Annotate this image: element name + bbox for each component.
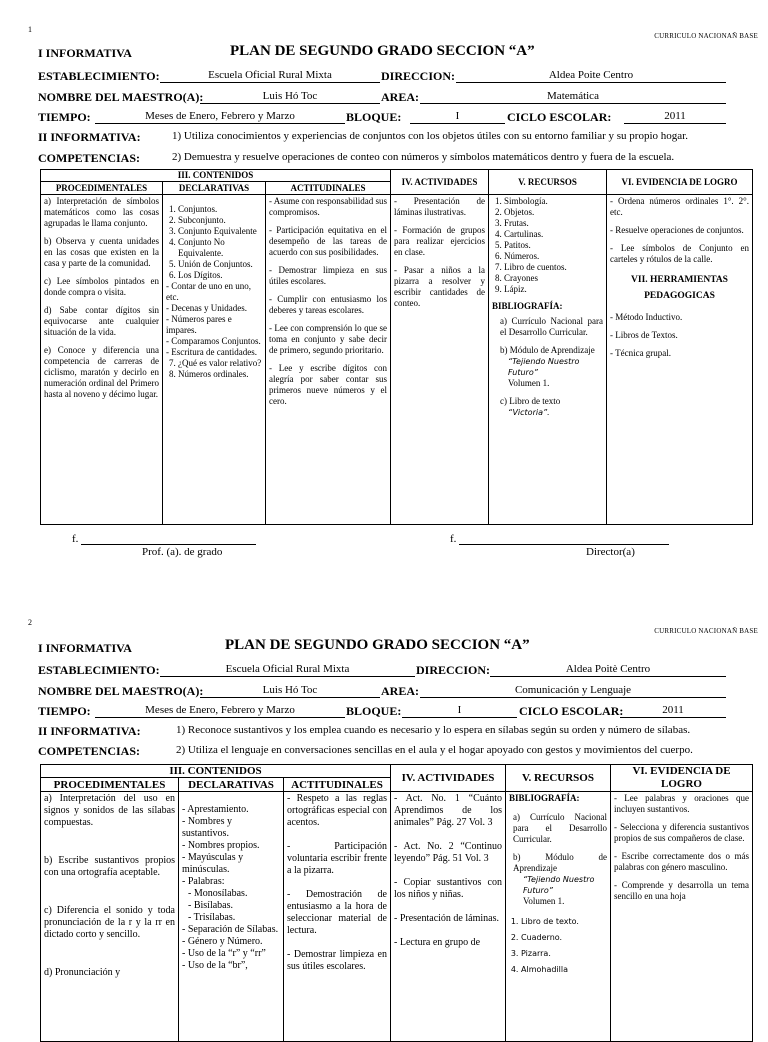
list-item: - Decenas y Unidades. xyxy=(166,303,247,313)
list-item: 2. Cuaderno. xyxy=(521,930,607,946)
evidencia-header: VI. EVIDENCIA DE LOGRO xyxy=(611,765,753,792)
tiempo-value: Meses de Enero, Febrero y Marzo xyxy=(95,704,345,718)
list-item: b) Módulo de Aprendizaje xyxy=(500,345,595,355)
list-item: Volumen 1. xyxy=(523,896,565,906)
ciclo-value: 2011 xyxy=(624,110,726,124)
list-item: - Números pares e impares. xyxy=(166,314,232,335)
list-item: - Uso de la “br”, xyxy=(182,960,248,971)
maestro-label: NOMBRE DEL MAESTRO(A): xyxy=(38,90,204,104)
list-item: - Formación de grupos para realizar ejercicios en clase. xyxy=(394,225,485,257)
list-item: c) Lee símbolos pintados en donde compra o visita. xyxy=(44,276,159,297)
list-item: - Separación de Sílabas. xyxy=(182,924,279,935)
actividades-cell xyxy=(391,195,489,525)
list-item: 4. Almohadilla xyxy=(521,962,607,978)
list-item: 8. Crayones xyxy=(504,273,603,284)
list-item: 7. Libro de cuentos. xyxy=(504,262,603,273)
procedimentales-cell xyxy=(41,195,163,525)
list-item: - Cumplir con entusiasmo los deberes y tareas escolares. xyxy=(269,294,387,315)
ciclo-value: 2011 xyxy=(620,704,726,718)
maestro-value: Luis Hó Toc xyxy=(200,684,380,698)
list-item: - Copiar sustantivos con los niños y niñas. xyxy=(394,877,502,900)
competencias-label: COMPETENCIAS: xyxy=(38,151,141,165)
list-item: a) Interpretación del uso en signos y sonidos de las sílabas compuestas. xyxy=(44,793,175,828)
list-item: - Técnica grupal. xyxy=(610,348,672,358)
recursos-cell xyxy=(489,195,607,525)
section-label: I INFORMATIVA xyxy=(38,641,132,655)
list-item: - Palabras: xyxy=(182,876,225,887)
list-item: - Act. No. 2 “Continuo leyendo” Pág. 51 Vol. 3 xyxy=(394,841,502,864)
establecimiento-value: Escuela Oficial Rural Mixta xyxy=(160,663,415,677)
procedimentales-cell xyxy=(41,792,179,1042)
signature-director-label: Director(a) xyxy=(586,546,635,558)
list-item: - Método Inductivo. xyxy=(610,312,683,322)
bloque-value: I xyxy=(410,110,505,124)
list-item: 2. Subconjunto. xyxy=(178,215,262,226)
list-item: - Libros de Textos. xyxy=(610,330,678,340)
declarativas-cell xyxy=(163,195,266,525)
evidencia-cell xyxy=(607,195,753,525)
tiempo-label: TIEMPO: xyxy=(38,110,91,124)
list-item: - Nombres y sustantivos. xyxy=(182,816,232,839)
list-item: 3. Frutas. xyxy=(504,218,603,229)
list-item: “Tejiendo Nuestro Futuro” xyxy=(508,357,580,377)
list-item: b) Observa y cuenta unidades en las cosas que existen en la casa y parte de la comunidad. xyxy=(44,236,159,268)
competencias-text: 2) Utiliza el lenguaje en conversaciones sencillas en el aula y el hogar apoyado con gestos y movimientos del cuerpo. xyxy=(176,744,693,756)
list-item: - Comprende y desarrolla un tema sencillo en una hoja xyxy=(614,880,749,901)
bloque-value: I xyxy=(402,704,517,718)
signature-line xyxy=(459,544,669,545)
actitudinales-cell xyxy=(284,792,391,1042)
page-number: 1 xyxy=(28,25,32,34)
signature-teacher xyxy=(72,533,256,545)
list-item: c) Diferencia el sonido y toda pronunciación de la r y la rr en dictado corto y sencillo. xyxy=(44,905,175,940)
list-item: - Aprestamiento. xyxy=(182,804,249,815)
herramientas-label: VII. HERRAMIENTAS PEDAGOGICAS xyxy=(631,275,728,301)
procedimentales-header: PROCEDIMENTALES xyxy=(41,182,163,195)
list-item: 6. Números. xyxy=(504,251,603,262)
signature-teacher-label: Prof. (a). de grado xyxy=(142,546,223,558)
list-item: - Resuelve operaciones de conjuntos. xyxy=(610,225,744,235)
list-item: 3. Pizarra. xyxy=(521,946,607,962)
list-item: “Victoria”. xyxy=(508,408,550,417)
direccion-value: Aldea Poite Centro xyxy=(456,69,726,83)
list-item: - Selecciona y diferencia sustantivos propios de sus compañeros de clase. xyxy=(614,822,749,843)
list-item: - Act. No. 1 “Cuánto Aprendimos de los animales” Pág. 27 Vol. 3 xyxy=(394,793,502,828)
actitudinales-cell xyxy=(266,195,391,525)
list-item: a) Interpretación de símbolos matemáticos como las cosas agrupadas le llama conjunto. xyxy=(44,196,159,228)
list-item: 1. Simbología. xyxy=(504,196,603,207)
area-label: AREA: xyxy=(381,684,419,698)
contenidos-header: III. CONTENIDOS xyxy=(41,170,391,182)
list-item: d) Pronunciación y xyxy=(44,967,121,978)
bloque-label: BLOQUE: xyxy=(346,704,402,718)
procedimentales-header: PROCEDIMENTALES xyxy=(41,778,179,792)
list-item: - Contar de uno en uno, etc. xyxy=(166,281,251,302)
recursos-cell xyxy=(506,792,611,1042)
list-item: 4. Conjunto No Equivalente. xyxy=(178,237,262,259)
area-label: AREA: xyxy=(381,90,419,104)
list-item: d) Sabe contar dígitos sin equivocarse ante cualquier situación de la vida. xyxy=(44,305,159,337)
signature-f: f. xyxy=(72,533,79,545)
list-item: - Demostrar limpieza en sus útiles escolares. xyxy=(287,949,387,972)
list-item: - Género y Número. xyxy=(182,936,263,947)
page-number: 2 xyxy=(28,618,32,627)
list-item: Volumen 1. xyxy=(508,378,550,388)
list-item: - Lee símbolos de Conjunto en carteles y rótulos de la calle. xyxy=(610,243,749,264)
bloque-label: BLOQUE: xyxy=(346,110,402,124)
actividades-cell xyxy=(391,792,506,1042)
establecimiento-label: ESTABLECIMIENTO: xyxy=(38,663,160,677)
list-item: a) Currículo Nacional para el Desarrollo Curricular. xyxy=(513,812,607,844)
declarativas-cell xyxy=(179,792,284,1042)
ciclo-label: CICLO ESCOLAR: xyxy=(507,110,612,124)
list-item: 7. ¿Qué es valor relativo? xyxy=(178,358,262,369)
list-item: - Bisílabas. xyxy=(188,900,233,911)
list-item: “Tejiendo Nuestro Futuro” xyxy=(523,875,595,895)
actitudinales-header: ACTITUDINALES xyxy=(266,182,391,195)
list-item: - Trisílabas. xyxy=(188,912,236,923)
list-item: 6. Los Dígitos. xyxy=(178,270,262,281)
evidencia-cell xyxy=(611,792,753,1042)
list-item: 1. Libro de texto. xyxy=(521,914,607,930)
signature-f: f. xyxy=(450,533,457,545)
establecimiento-label: ESTABLECIMIENTO: xyxy=(38,69,160,83)
list-item: - Presentación de láminas. xyxy=(394,913,499,924)
establecimiento-value: Escuela Oficial Rural Mixta xyxy=(160,69,380,83)
actividades-header: IV. ACTIVIDADES xyxy=(391,170,489,195)
section-label: I INFORMATIVA xyxy=(38,46,132,60)
ii-informativa-label: II INFORMATIVA: xyxy=(38,724,141,738)
list-item: 1. Conjuntos. xyxy=(178,204,262,215)
page-title: PLAN DE SEGUNDO GRADO SECCION “A” xyxy=(230,43,535,59)
actitudinales-header: ACTITUDINALES xyxy=(284,778,391,792)
list-item: - Asume con responsabilidad sus compromisos. xyxy=(269,196,387,217)
ciclo-label: CICLO ESCOLAR: xyxy=(519,704,624,718)
list-item: - Monosílabas. xyxy=(188,888,248,899)
list-item: b) Módulo de Aprendizaje xyxy=(513,852,607,873)
list-item: - Escribe correctamente dos o más palabras con género masculino. xyxy=(614,851,749,872)
recursos-header: V. RECURSOS xyxy=(506,765,611,792)
list-item: - Mayúsculas y minúsculas. xyxy=(182,852,244,875)
page-title: PLAN DE SEGUNDO GRADO SECCION “A” xyxy=(225,637,530,653)
list-item: 3. Conjunto Equivalente xyxy=(178,226,262,237)
list-item: 2. Objetos. xyxy=(504,207,603,218)
maestro-value: Luis Hó Toc xyxy=(200,90,380,104)
list-item: 5. Patitos. xyxy=(504,240,603,251)
bibliografia-label: BIBLIOGRAFÍA: xyxy=(509,793,580,803)
ii-informativa-text: 1) Utiliza conocimientos y experiencias de conjuntos con los objetos útiles con su entorno familiar y su propio hogar. xyxy=(172,130,688,142)
ii-informativa-label: II INFORMATIVA: xyxy=(38,130,141,144)
maestro-label: NOMBRE DEL MAESTRO(A): xyxy=(38,684,204,698)
competencias-label: COMPETENCIAS: xyxy=(38,744,141,758)
declarativas-header: DECLARATIVAS xyxy=(163,182,266,195)
list-item: b) Escribe sustantivos propios con una ortografía aceptable. xyxy=(44,855,175,878)
list-item: - Lee con comprensión lo que se toma en conjunto y sabe decir de primero, segundo prioritario. xyxy=(269,323,387,355)
list-item: e) Conoce y diferencia una competencia de carreras de ciclismo, maratón y decirlo en numeración ordinal del Primero hasta al noveno y décimo lugar. xyxy=(44,345,159,399)
ii-informativa-text: 1) Reconoce sustantivos y los emplea cuando es necesario y lo espera en sílabas según su orden y número de sílabas. xyxy=(176,724,691,736)
declarativas-header: DECLARATIVAS xyxy=(179,778,284,792)
direccion-label: DIRECCION: xyxy=(381,69,456,83)
list-item: - Pasar a niños a la pizarra a resolver y escribir cantidades de conteo. xyxy=(394,265,485,308)
evidencia-header: VI. EVIDENCIA DE LOGRO xyxy=(607,170,753,195)
page-2 xyxy=(0,612,768,1024)
list-item: c) Libro de texto xyxy=(500,396,561,406)
tiempo-label: TIEMPO: xyxy=(38,704,91,718)
list-item: - Nombres propios. xyxy=(182,840,260,851)
list-item: 8. Números ordinales. xyxy=(178,369,262,380)
direccion-value: Aldea Poitè Centro xyxy=(490,663,726,677)
list-item: - Participación voluntaria escribir frente a la pizarra. xyxy=(287,841,387,876)
tiempo-value: Meses de Enero, Febrero y Marzo xyxy=(95,110,345,124)
list-item: - Escritura de cantidades. xyxy=(166,347,257,357)
list-item: 4. Cartulinas. xyxy=(504,229,603,240)
list-item: - Ordena números ordinales 1°. 2°. etc. xyxy=(610,196,749,217)
bibliografia-label: BIBLIOGRAFÍA: xyxy=(492,301,563,311)
contenidos-header: III. CONTENIDOS xyxy=(41,765,391,778)
list-item: - Demostrar limpieza en sus útiles escolares. xyxy=(269,265,387,286)
list-item: a) Currículo Nacional para el Desarrollo Curricular. xyxy=(500,316,603,337)
curriculum-label: CURRICULO NACIONAÑ BASE xyxy=(654,32,758,40)
plan-table xyxy=(40,169,753,525)
recursos-header: V. RECURSOS xyxy=(489,170,607,195)
list-item: - Uso de la “r” y “rr” xyxy=(182,948,266,959)
area-value: Matemática xyxy=(420,90,726,104)
signature-line xyxy=(81,544,256,545)
list-item: - Demostración de entusiasmo a la hora de seleccionar material de lectura. xyxy=(287,889,387,936)
list-item: - Lee y escribe dígitos con alegría por saber contar sus primeros nueve números y el cero. xyxy=(269,363,387,406)
list-item: 9. Lápiz. xyxy=(504,284,603,295)
list-item: - Lectura en grupo de xyxy=(394,937,481,948)
actividades-header: IV. ACTIVIDADES xyxy=(391,765,506,792)
plan-table xyxy=(40,764,753,1042)
direccion-label: DIRECCION: xyxy=(416,663,491,677)
list-item: - Comparamos Conjuntos. xyxy=(166,336,261,346)
signature-director xyxy=(450,533,669,545)
list-item: - Presentación de láminas ilustrativas. xyxy=(394,196,485,217)
list-item: - Lee palabras y oraciones que incluyen sustantivos. xyxy=(614,793,749,814)
list-item: - Participación equitativa en el desempeño de las tareas de acuerdo con sus posibilidades. xyxy=(269,225,387,257)
list-item: 5. Unión de Conjuntos. xyxy=(178,259,262,270)
area-value: Comunicación y Lenguaje xyxy=(420,684,726,698)
curriculum-label: CURRICULO NACIONAÑ BASE xyxy=(654,627,758,635)
list-item: - Respeto a las reglas ortográficas especial con acentos. xyxy=(287,793,387,828)
competencias-text: 2) Demuestra y resuelve operaciones de conteo con números y símbolos matemáticos dentro y fuera de la escuela. xyxy=(172,151,675,163)
